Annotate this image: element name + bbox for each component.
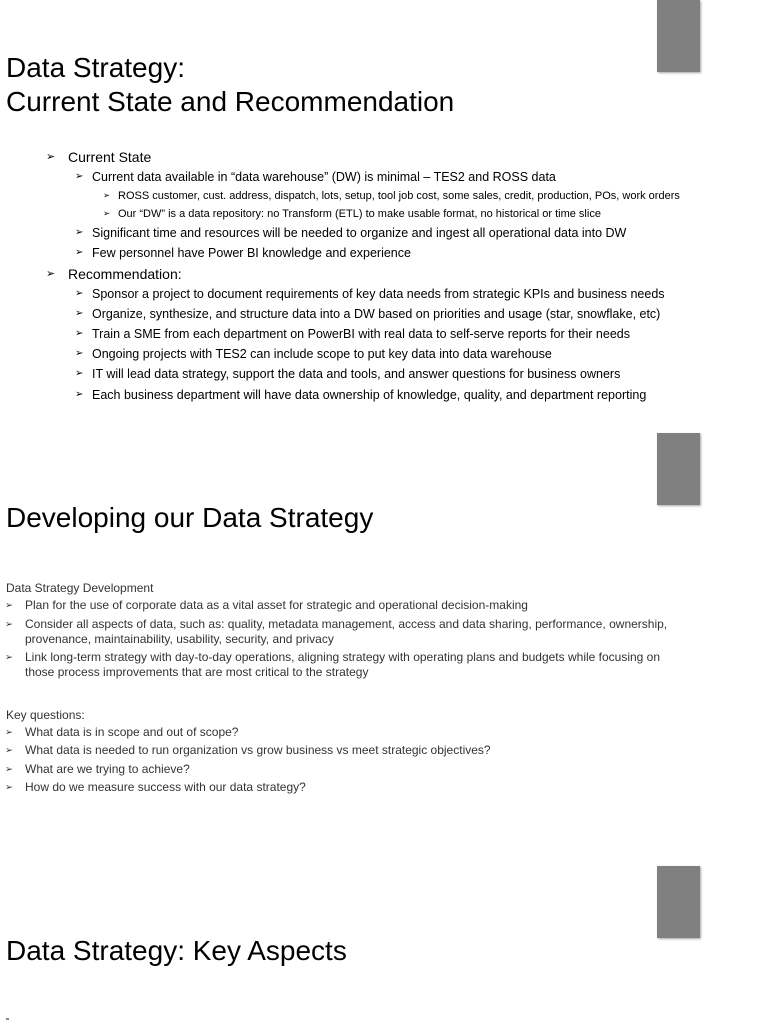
bullet-item: ➢ Current data available in “data warehouse” (DW) is minimal – TES2 and ROSS data xyxy=(0,168,680,188)
bullet-item: ➢ Recommendation: xyxy=(0,265,680,285)
bullet-line: ➢ What are we trying to achieve? xyxy=(25,761,190,776)
bullet-item: ➢ Significant time and resources will be needed to organize and ingest all operational data into DW xyxy=(0,224,680,244)
bullet-line: ➢ Consider all aspects of data, such as: quality, metadata management, access and data sharing, performance, ownership, xyxy=(25,616,668,631)
bullet-item: ➢ Train a SME from each department on PowerBI with real data to self-serve reports for their needs xyxy=(0,325,680,345)
bullet-item: ➢ Our “DW” is a data repository: no Transform (ETL) to make usable format, no historical or time slice xyxy=(0,206,680,224)
bullet-item: ➢ IT will lead data strategy, support the data and tools, and answer questions for business owners xyxy=(0,365,680,385)
bullet-line: provenance, maintainability, usability, security, and privacy xyxy=(25,631,334,646)
bullet-line: ➢ What data is needed to run organization vs grow business vs meet strategic objectives? xyxy=(25,743,491,757)
bullet-item: ➢ Organize, synthesize, and structure data into a DW based on priorities and usage (star, snowflake, etc) xyxy=(0,305,680,325)
bullet-item: ➢ Current State xyxy=(0,148,680,168)
bullet-item: ➢ Few personnel have Power BI knowledge and experience xyxy=(0,244,680,264)
title-line: Data Strategy: xyxy=(6,52,185,83)
bullet-line: ➢ What data is in scope and out of scope? xyxy=(25,724,239,739)
bullet-line: ➢ Link long-term strategy with day-to-day operations, aligning strategy with operating plans and budgets while focusing on xyxy=(25,650,661,664)
section-heading: Key questions: xyxy=(6,707,85,722)
bullet-item: ➢ Sponsor a project to document requirements of key data needs from strategic KPIs and business needs xyxy=(0,285,680,305)
slide-title: Developing our Data Strategy xyxy=(6,502,374,533)
bullet-line: those process improvements that are most critical to the strategy xyxy=(25,665,369,679)
bullet-item: ➢ Ongoing projects with TES2 can include scope to put key data into data warehouse xyxy=(0,345,680,365)
cutoff-mark xyxy=(6,1018,9,1020)
slide-corner-marker xyxy=(657,866,700,938)
bullet-item: ➢ Each business department will have data ownership of knowledge, quality, and department reporting xyxy=(0,386,680,406)
bullet-item: ➢ ROSS customer, cust. address, dispatch, lots, setup, tool job cost, some sales, credit, production, POs, work orders xyxy=(0,188,680,206)
title-line: Current State and Recommendation xyxy=(6,86,455,117)
bullet-line: ➢ How do we measure success with our data strategy? xyxy=(25,780,306,794)
bullet-line: ➢ Plan for the use of corporate data as a vital asset for strategic and operational decision-making xyxy=(25,598,528,612)
slide-title: Data Strategy: Key Aspects xyxy=(6,935,347,966)
section-heading: Data Strategy Development xyxy=(6,581,154,595)
